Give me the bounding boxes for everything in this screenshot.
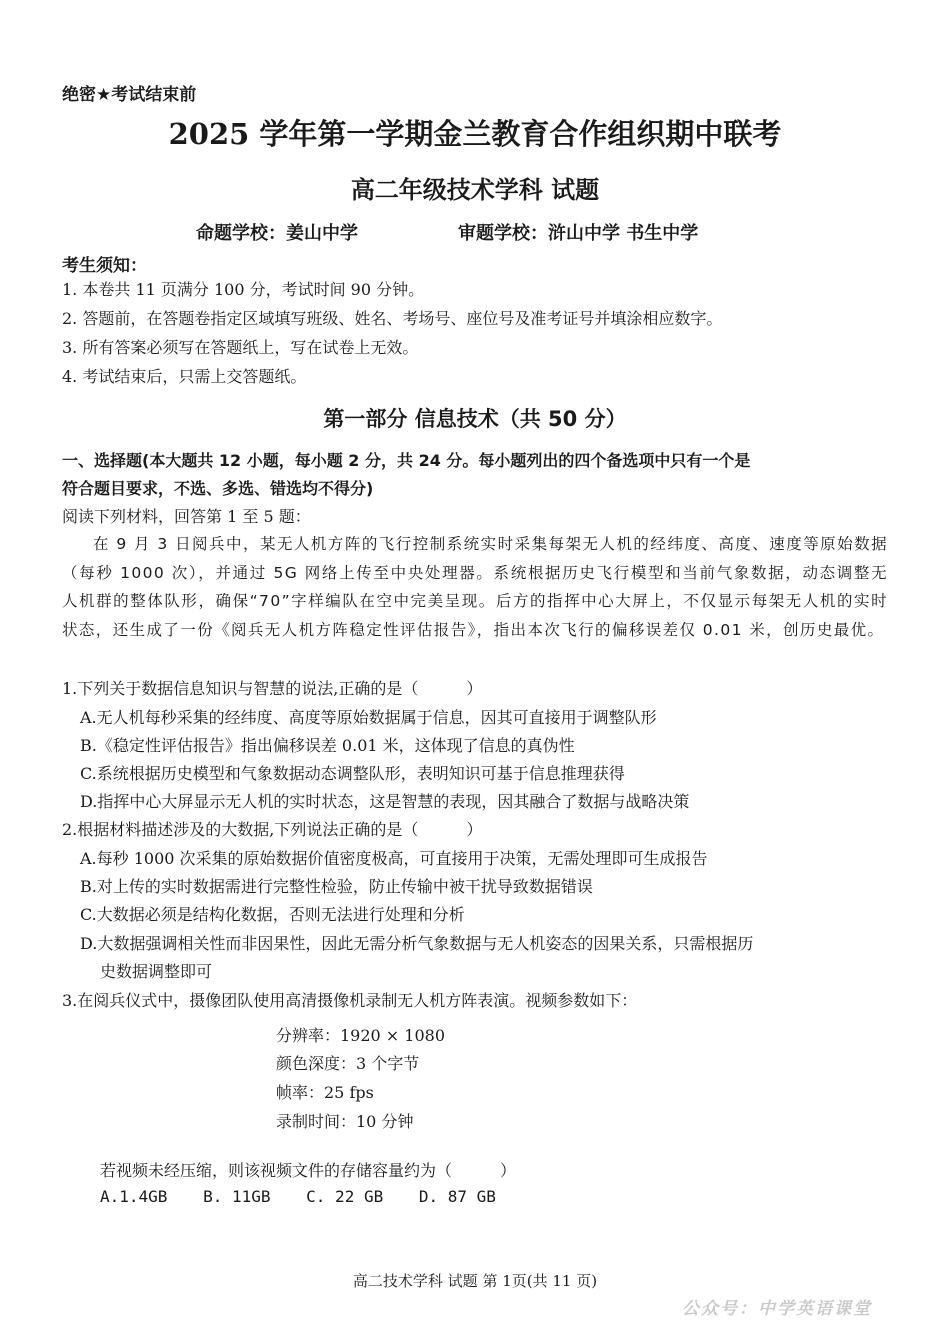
setter-school: 命题学校：姜山中学 [196,223,358,244]
page-footer: 高二技术学科 试题 第 1页(共 11 页) [352,1272,598,1290]
notice-item: 2. 答题前，在答题卷指定区域填写班级、姓名、考场号、座位号及准考证号并填涂相应数字。 [62,309,723,328]
question-3-stem: 3.在阅兵仪式中，摄像团队使用高清摄像机录制无人机方阵表演。视频参数如下： [62,991,638,1010]
question-3-choices [100,1187,522,1206]
confidential-label: 绝密★考试结束前 [62,85,197,105]
question-3-choice-d: D. 87 GB [418,1187,496,1206]
reading-material [62,530,888,644]
video-param-duration: 录制时间：10 分钟 [276,1112,414,1131]
question-1-stem: 1.下列关于数据信息知识与智慧的说法,正确的是（ ） [62,679,483,698]
notice-title: 考生须知： [62,256,147,276]
reading-intro: 阅读下列材料，回答第 1 至 5 题： [62,507,311,526]
watermark: 公众号：中学英语课堂 [682,1299,872,1319]
question-2-stem: 2.根据材料描述涉及的大数据,下列说法正确的是（ ） [62,820,483,839]
question-1-option-c: C.系统根据历史模型和气象数据动态调整队形，表明知识可基于信息推理获得 [80,764,625,783]
exam-title: 2025 学年第一学期金兰教育合作组织期中联考 [168,117,782,151]
exam-subtitle: 高二年级技术学科 试题 [350,175,600,204]
question-2-option-d: D.大数据强调相关性而非因果性，因此无需分析气象数据与无人机姿态的因果关系，只需根据历 [80,934,754,953]
question-1-option-b: B.《稳定性评估报告》指出偏移误差 0.01 米，这体现了信息的真伪性 [80,736,575,755]
section-heading: 一、选择题(本大题共 12 小题，每小题 2 分，共 24 分。每小题列出的四个备选项中只有一个是 [62,451,751,470]
video-param-frame-rate: 帧率：25 fps [276,1083,374,1102]
question-3-choice-b: B. 11GB [203,1187,271,1206]
question-1-option-d: D.指挥中心大屏显示无人机的实时状态，这是智慧的表现，因其融合了数据与战略决策 [80,792,690,811]
notice-item: 3. 所有答案必须写在答题纸上，写在试卷上无效。 [62,338,419,357]
notice-item: 1. 本卷共 11 页满分 100 分，考试时间 90 分钟。 [62,280,425,299]
reviewer-schools: 审题学校：浒山中学 书生中学 [458,223,699,244]
video-param-resolution: 分辨率：1920 × 1080 [276,1026,446,1045]
section-heading-cont: 符合题目要求，不选、多选、错选均不得分) [62,479,374,498]
question-2-option-d-cont: 史数据调整即可 [100,962,213,981]
question-2-option-b: B.对上传的实时数据需进行完整性检验，防止传输中被干扰导致数据错误 [80,877,593,896]
video-param-color-depth: 颜色深度：3 个字节 [276,1054,420,1073]
question-3-choice-c: C. 22 GB [306,1187,384,1206]
question-2-option-a: A.每秒 1000 次采集的原始数据价值密度极高，可直接用于决策，无需处理即可生成报告 [80,849,708,868]
question-1-option-a: A.无人机每秒采集的经纬度、高度等原始数据属于信息，因其可直接用于调整队形 [80,708,657,727]
question-3-choice-a: A.1.4GB [100,1187,168,1206]
question-3-ask: 若视频未经压缩，则该视频文件的存储容量约为（ ） [100,1161,517,1180]
notice-item: 4. 考试结束后，只需上交答题纸。 [62,367,307,386]
question-2-option-c: C.大数据必须是结构化数据，否则无法进行处理和分析 [80,905,465,924]
part-title: 第一部分 信息技术（共 50 分） [323,407,627,431]
material-paragraph: 在 9 月 3 日阅兵中，某无人机方阵的飞行控制系统实时采集每架无人机的经纬度、高度、速度等原始数据（每秒 1000 次），并通过 5G 网络上传至中央处理器。系统根据历史飞行模型和当前气象数据，动态调整无人机群的整体队形，确保“70”字样编队在空中完美呈现。后方的指挥中心大屏上，不仅显示每架无人机的实时状态，还生成了一份《阅兵无人机方阵稳定性评估报告》，指出本次飞行的偏移误差仅 0.01 米，创历史最优。 [62,535,888,639]
